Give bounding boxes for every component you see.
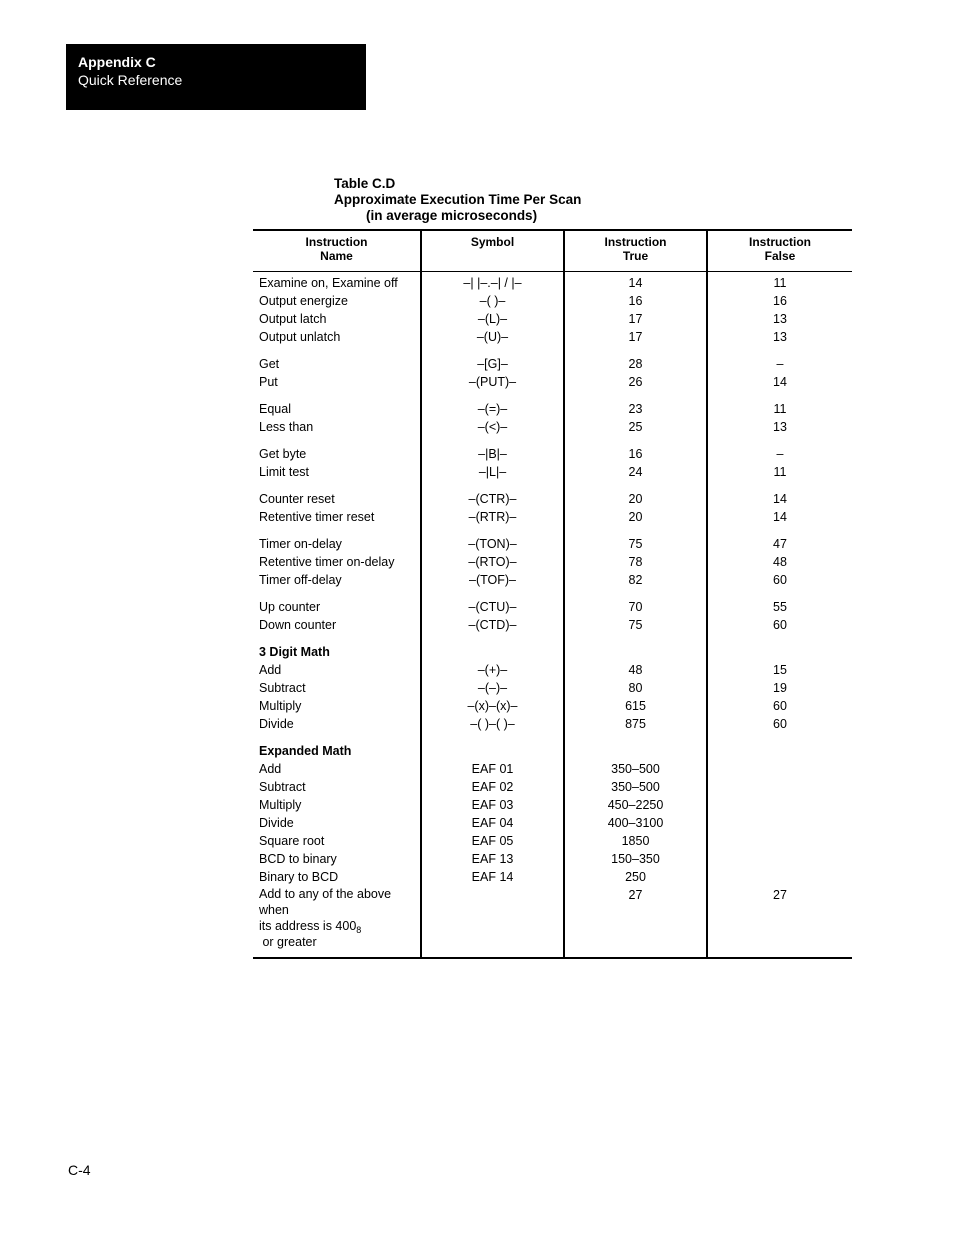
- symbol-cell: –(+)–: [421, 661, 564, 679]
- spacer-cell: [421, 526, 564, 535]
- spacer-cell: [564, 391, 707, 400]
- table-header-row: [253, 230, 852, 272]
- table-row: [253, 616, 852, 634]
- false-time-cell: 60: [707, 616, 852, 634]
- spacer-row: [253, 346, 852, 355]
- table-row: [253, 697, 852, 715]
- spacer-cell: [253, 634, 421, 643]
- table-row: [253, 292, 852, 310]
- true-time-cell: 23: [564, 400, 707, 418]
- instruction-name-cell: Binary to BCD: [259, 870, 339, 884]
- spacer-cell: [253, 391, 421, 400]
- octal-subscript: 8: [356, 925, 362, 935]
- true-time-cell: 150–350: [564, 850, 707, 868]
- spacer-cell: [707, 391, 852, 400]
- name-text: or greater: [259, 935, 317, 949]
- false-time-cell: [707, 868, 852, 886]
- spacer-cell: [253, 950, 421, 958]
- spacer-row: [253, 436, 852, 445]
- symbol-cell: –(–)–: [421, 679, 564, 697]
- table-row: [253, 508, 852, 526]
- true-time-cell: 17: [564, 328, 707, 346]
- true-time-cell: 78: [564, 553, 707, 571]
- false-time-cell: 13: [707, 418, 852, 436]
- table-row: [253, 445, 852, 463]
- false-time-cell: 47: [707, 535, 852, 553]
- true-time-cell: 14: [564, 274, 707, 292]
- spacer-cell: [421, 391, 564, 400]
- false-time-cell: 19: [707, 679, 852, 697]
- table-body: [253, 272, 852, 959]
- instruction-name-cell: Get byte: [259, 447, 307, 461]
- true-time-cell: 16: [564, 445, 707, 463]
- table-caption: [334, 176, 581, 224]
- symbol-cell: –(L)–: [421, 310, 564, 328]
- table-row: [253, 571, 852, 589]
- spacer-cell: [564, 733, 707, 742]
- execution-time-table: [253, 229, 852, 959]
- column-header-line: Instruction: [604, 235, 667, 249]
- instruction-name-cell: Subtract: [259, 780, 306, 794]
- group-heading: 3 Digit Math: [259, 645, 330, 659]
- table-row: [253, 535, 852, 553]
- table-row: [253, 490, 852, 508]
- column-header-line: Instruction: [749, 235, 811, 249]
- spacer-cell: [421, 481, 564, 490]
- page-number: C-4: [68, 1162, 91, 1178]
- table-row: [253, 418, 852, 436]
- instruction-name-cell: BCD to binary: [259, 852, 337, 866]
- instruction-name-cell: Get: [259, 357, 280, 371]
- column-header-name: [253, 230, 421, 272]
- symbol-cell: –[G]–: [421, 355, 564, 373]
- column-header-false: [707, 230, 852, 272]
- instruction-name-cell: Add: [259, 663, 282, 677]
- true-time-cell: 615: [564, 697, 707, 715]
- empty-cell: [564, 643, 707, 661]
- false-time-cell: 60: [707, 715, 852, 733]
- group-heading-row: [253, 643, 852, 661]
- true-time-cell: 48: [564, 661, 707, 679]
- spacer-row: [253, 634, 852, 643]
- column-header-symbol: [421, 230, 564, 272]
- symbol-cell: –(=)–: [421, 400, 564, 418]
- table-row: [253, 373, 852, 391]
- true-time-cell: 26: [564, 373, 707, 391]
- spacer-cell: [564, 481, 707, 490]
- spacer-cell: [421, 634, 564, 643]
- table-row: [253, 553, 852, 571]
- false-time-cell: [707, 814, 852, 832]
- false-time-cell: 15: [707, 661, 852, 679]
- column-header-line: Symbol: [470, 235, 515, 249]
- instruction-name-cell: Divide: [259, 816, 294, 830]
- name-line: Add to any of the above when: [259, 887, 392, 917]
- false-time-cell: 48: [707, 553, 852, 571]
- instruction-name-cell: Equal: [259, 402, 291, 416]
- false-time-cell: –: [707, 355, 852, 373]
- table-number: Table C.D: [334, 176, 396, 191]
- table-row: [253, 796, 852, 814]
- spacer-cell: [564, 634, 707, 643]
- symbol-cell: EAF 05: [421, 832, 564, 850]
- instruction-name-cell: Counter reset: [259, 492, 335, 506]
- true-time-cell: 450–2250: [564, 796, 707, 814]
- spacer-row: [253, 391, 852, 400]
- table-row-address-adjustment: [253, 886, 852, 950]
- false-time-cell: 60: [707, 571, 852, 589]
- empty-cell: [707, 742, 852, 760]
- empty-cell: [421, 643, 564, 661]
- group-heading: Expanded Math: [259, 744, 352, 758]
- execution-time-table-wrapper: [253, 229, 852, 959]
- empty-cell: [707, 643, 852, 661]
- symbol-cell: –(RTR)–: [421, 508, 564, 526]
- symbol-cell: –(U)–: [421, 328, 564, 346]
- table-row: [253, 328, 852, 346]
- instruction-name-cell: Output energize: [259, 294, 348, 308]
- table-row: [253, 310, 852, 328]
- instruction-name-cell: Timer off-delay: [259, 573, 342, 587]
- symbol-cell: –( )–( )–: [421, 715, 564, 733]
- table-row: [253, 850, 852, 868]
- false-time-cell: 60: [707, 697, 852, 715]
- spacer-cell: [564, 950, 707, 958]
- symbol-cell: EAF 01: [421, 760, 564, 778]
- true-time-cell: 80: [564, 679, 707, 697]
- table-row: [253, 598, 852, 616]
- true-time-cell: 75: [564, 616, 707, 634]
- table-row: [253, 274, 852, 292]
- true-time-cell: 70: [564, 598, 707, 616]
- empty-cell: [564, 742, 707, 760]
- spacer-cell: [253, 481, 421, 490]
- spacer-cell: [253, 346, 421, 355]
- spacer-cell: [421, 346, 564, 355]
- table-row: [253, 400, 852, 418]
- spacer-cell: [421, 950, 564, 958]
- instruction-name-cell: Retentive timer reset: [259, 510, 375, 524]
- spacer-cell: [253, 436, 421, 445]
- spacer-row: [253, 481, 852, 490]
- symbol-cell: EAF 02: [421, 778, 564, 796]
- spacer-row: [253, 950, 852, 958]
- appendix-label: Appendix C: [78, 54, 156, 70]
- table-subtitle: (in average microseconds): [366, 208, 538, 223]
- chapter-header-box: [66, 44, 366, 110]
- column-header-true: [564, 230, 707, 272]
- spacer-cell: [707, 733, 852, 742]
- false-time-cell: 14: [707, 373, 852, 391]
- false-time-cell: 55: [707, 598, 852, 616]
- instruction-name-cell: Limit test: [259, 465, 310, 479]
- instruction-name-cell: [253, 886, 421, 950]
- instruction-name-cell: Up counter: [259, 600, 321, 614]
- table-row: [253, 868, 852, 886]
- false-time-cell: [707, 760, 852, 778]
- group-heading-row: [253, 742, 852, 760]
- spacer-cell: [564, 526, 707, 535]
- true-time-cell: 20: [564, 490, 707, 508]
- table-row: [253, 661, 852, 679]
- false-time-cell: 14: [707, 508, 852, 526]
- false-time-cell: 11: [707, 463, 852, 481]
- symbol-cell: –(PUT)–: [421, 373, 564, 391]
- symbol-cell: [421, 886, 564, 950]
- spacer-cell: [253, 733, 421, 742]
- true-time-cell: 28: [564, 355, 707, 373]
- false-time-cell: 13: [707, 328, 852, 346]
- spacer-cell: [707, 481, 852, 490]
- table-row: [253, 778, 852, 796]
- instruction-name-cell: Output latch: [259, 312, 327, 326]
- table-row: [253, 814, 852, 832]
- true-time-cell: 400–3100: [564, 814, 707, 832]
- instruction-name-cell: Timer on-delay: [259, 537, 342, 551]
- spacer-cell: [707, 526, 852, 535]
- symbol-cell: –(CTU)–: [421, 598, 564, 616]
- true-time-cell: 350–500: [564, 760, 707, 778]
- symbol-cell: –(CTD)–: [421, 616, 564, 634]
- true-time-cell: 350–500: [564, 778, 707, 796]
- true-time-cell: 75: [564, 535, 707, 553]
- section-label: Quick Reference: [78, 72, 183, 88]
- spacer-cell: [421, 436, 564, 445]
- true-time-cell: 82: [564, 571, 707, 589]
- false-time-cell: 27: [707, 886, 852, 950]
- instruction-name-cell: Down counter: [259, 618, 337, 632]
- spacer-cell: [421, 589, 564, 598]
- true-time-cell: 20: [564, 508, 707, 526]
- true-time-cell: 27: [564, 886, 707, 950]
- symbol-cell: –(CTR)–: [421, 490, 564, 508]
- true-time-cell: 16: [564, 292, 707, 310]
- false-time-cell: –: [707, 445, 852, 463]
- spacer-cell: [564, 589, 707, 598]
- symbol-cell: EAF 13: [421, 850, 564, 868]
- symbol-cell: –(TOF)–: [421, 571, 564, 589]
- empty-cell: [421, 742, 564, 760]
- false-time-cell: 13: [707, 310, 852, 328]
- false-time-cell: 14: [707, 490, 852, 508]
- true-time-cell: 875: [564, 715, 707, 733]
- table-row: [253, 679, 852, 697]
- false-time-cell: [707, 850, 852, 868]
- false-time-cell: [707, 796, 852, 814]
- spacer-cell: [707, 436, 852, 445]
- symbol-cell: –(RTO)–: [421, 553, 564, 571]
- instruction-name-cell: Put: [259, 375, 278, 389]
- spacer-cell: [707, 589, 852, 598]
- true-time-cell: 1850: [564, 832, 707, 850]
- spacer-row: [253, 526, 852, 535]
- symbol-cell: EAF 14: [421, 868, 564, 886]
- instruction-name-cell: Subtract: [259, 681, 306, 695]
- table-row: [253, 760, 852, 778]
- false-time-cell: 11: [707, 274, 852, 292]
- symbol-cell: –|L|–: [421, 463, 564, 481]
- symbol-cell: –| |–.–| / |–: [421, 274, 564, 292]
- instruction-name-cell: Output unlatch: [259, 330, 341, 344]
- spacer-cell: [707, 346, 852, 355]
- instruction-name-cell: Square root: [259, 834, 325, 848]
- instruction-name-cell: Multiply: [259, 699, 302, 713]
- instruction-name-cell: Less than: [259, 420, 314, 434]
- symbol-cell: –|B|–: [421, 445, 564, 463]
- true-time-cell: 250: [564, 868, 707, 886]
- symbol-cell: –(<)–: [421, 418, 564, 436]
- symbol-cell: –(x)–(x)–: [421, 697, 564, 715]
- spacer-cell: [707, 950, 852, 958]
- table-title: Approximate Execution Time Per Scan: [334, 192, 582, 207]
- false-time-cell: [707, 778, 852, 796]
- table-row: [253, 715, 852, 733]
- table-row: [253, 463, 852, 481]
- column-header-line: True: [622, 249, 649, 263]
- symbol-cell: EAF 04: [421, 814, 564, 832]
- true-time-cell: 24: [564, 463, 707, 481]
- name-text: its address is 400: [259, 919, 357, 933]
- spacer-cell: [564, 436, 707, 445]
- spacer-cell: [564, 346, 707, 355]
- column-header-line: False: [764, 249, 796, 263]
- instruction-name-cell: Add: [259, 762, 282, 776]
- spacer-row: [253, 589, 852, 598]
- instruction-name-cell: Divide: [259, 717, 294, 731]
- false-time-cell: [707, 832, 852, 850]
- spacer-cell: [253, 526, 421, 535]
- table-row: [253, 355, 852, 373]
- column-header-line: Instruction: [305, 235, 368, 249]
- symbol-cell: EAF 03: [421, 796, 564, 814]
- name-line: [259, 918, 418, 950]
- instruction-name-cell: Examine on, Examine off: [259, 276, 398, 290]
- false-time-cell: 16: [707, 292, 852, 310]
- table-row: [253, 832, 852, 850]
- spacer-row: [253, 733, 852, 742]
- symbol-cell: –( )–: [421, 292, 564, 310]
- true-time-cell: 25: [564, 418, 707, 436]
- false-time-cell: 11: [707, 400, 852, 418]
- true-time-cell: 17: [564, 310, 707, 328]
- instruction-name-cell: Retentive timer on-delay: [259, 555, 395, 569]
- column-header-line: Name: [320, 249, 353, 263]
- instruction-name-cell: Multiply: [259, 798, 302, 812]
- symbol-cell: –(TON)–: [421, 535, 564, 553]
- spacer-cell: [707, 634, 852, 643]
- spacer-cell: [421, 733, 564, 742]
- spacer-cell: [253, 589, 421, 598]
